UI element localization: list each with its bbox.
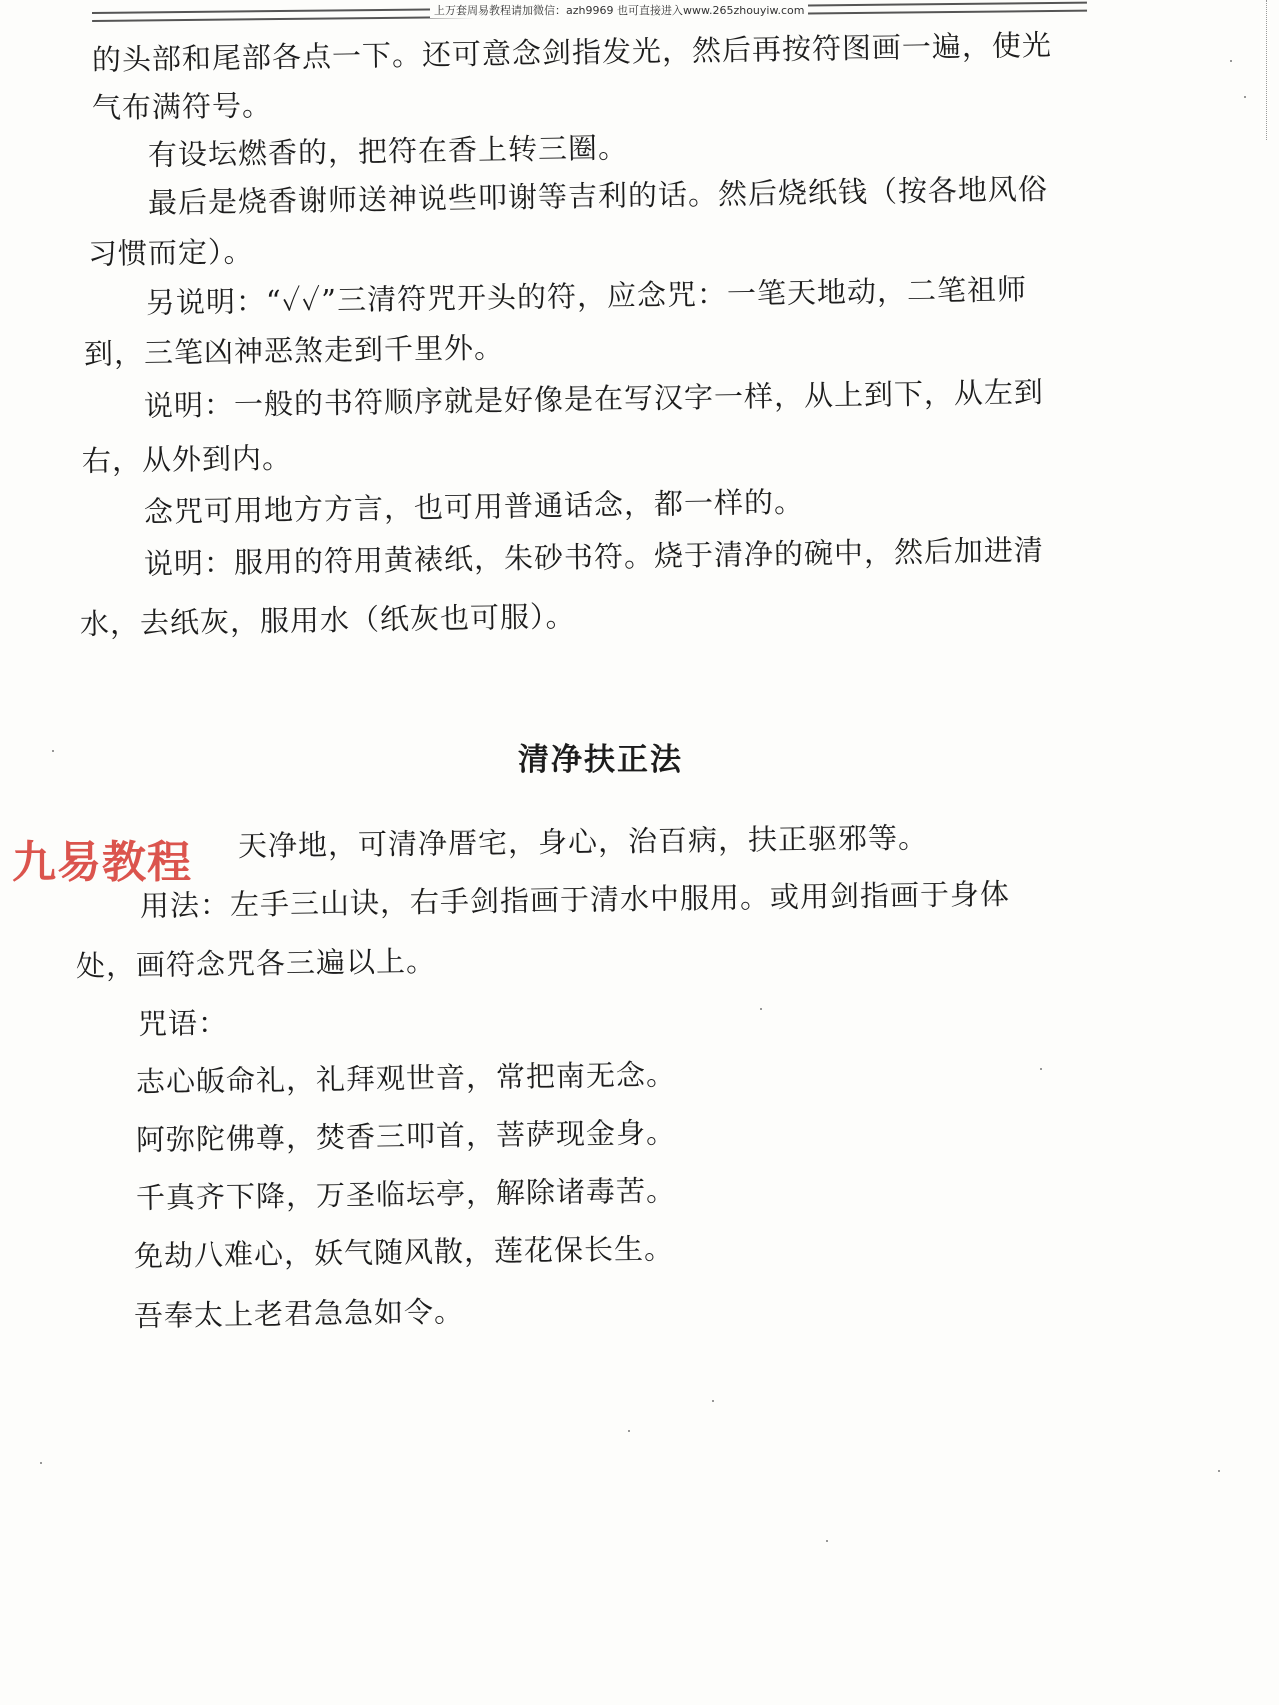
text-line: 到，三笔凶神恶煞走到千里外。: [83, 330, 505, 371]
text-line: 的头部和尾部各点一下。还可意念剑指发光，然后再按符图画一遍，使光: [91, 27, 1053, 77]
text-line: 有设坛燃香的，把符在香上转三圈。: [147, 130, 629, 172]
watermark-logo: 九易教程: [12, 837, 192, 888]
scan-speck: [1244, 96, 1246, 98]
scan-speck: [1040, 1068, 1042, 1070]
text-line: 志心皈命礼，礼拜观世音，常把南无念。: [135, 1057, 677, 1099]
scan-speck: [52, 750, 54, 752]
text-line: 免劫八难心，妖气随风散，莲花保长生。: [133, 1231, 675, 1273]
text-line: 处，画符念咒各三遍以上。: [75, 943, 437, 983]
page-edge: [1266, 0, 1279, 140]
section-title: 清净扶正法: [518, 742, 683, 778]
text-line: 习惯而定）。: [87, 234, 254, 271]
text-line: 天净地，可清净厝宅，身心，治百病，扶正驱邪等。: [237, 820, 929, 863]
text-line: 另说明：“✓✓”三清符咒开头的符，应念咒：一笔天地动，二笔祖师: [145, 272, 1028, 320]
text-line: 气布满符号。: [91, 88, 273, 125]
scan-speck: [1230, 60, 1232, 62]
text-line: 阿弥陀佛尊，焚香三叩首，菩萨现金身。: [135, 1115, 677, 1157]
text-line: 念咒可用地方方言，也可用普通话念，都一样的。: [143, 484, 805, 529]
scan-speck: [628, 1430, 630, 1432]
scan-speck: [40, 1462, 42, 1464]
header-note: 上万套周易教程请加微信：azh9969 也可直接进入www.265zhouyiw.com: [430, 2, 808, 18]
text-line: 千真齐下降，万圣临坛亭，解除诸毒苦。: [135, 1173, 677, 1215]
text-line: 吾奉太上老君急急如令。: [133, 1294, 465, 1333]
scan-speck: [760, 1008, 762, 1010]
text-line: 用法：左手三山诀，右手剑指画于清水中服用。或用剑指画于身体: [139, 876, 1011, 923]
scan-speck: [826, 1540, 828, 1542]
scan-speck: [712, 1400, 714, 1402]
text-line: 咒语：: [137, 1005, 229, 1041]
text-line: 水，去纸灰，服用水（纸灰也可服）。: [79, 599, 576, 641]
text-line: 右，从外到内。: [81, 440, 293, 478]
scan-speck: [1218, 1470, 1220, 1472]
text-line: 最后是烧香谢师送神说些叩谢等吉利的话。然后烧纸钱（按各地风俗: [147, 171, 1049, 220]
text-line: 说明：服用的符用黄裱纸，朱砂书符。烧于清净的碗中，然后加进清: [143, 532, 1045, 581]
text-line: 说明：一般的书符顺序就是好像是在写汉字一样，从上到下，从左到: [143, 374, 1045, 423]
